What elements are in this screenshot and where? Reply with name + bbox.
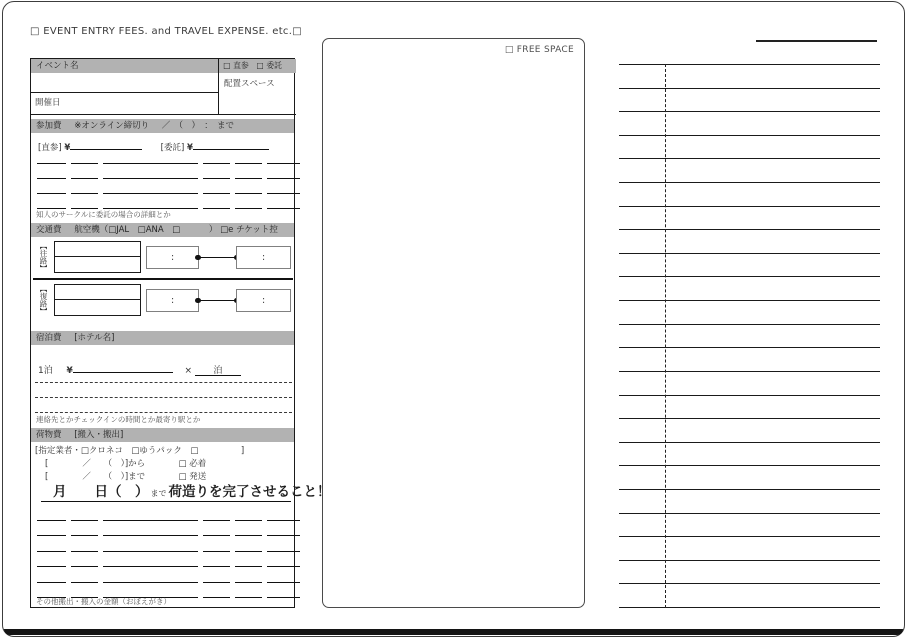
return-arrive-time-field[interactable] xyxy=(236,289,291,312)
blank-segment xyxy=(71,581,98,583)
blank-segment xyxy=(267,162,300,164)
placement-space-label: 配置スペース xyxy=(224,79,275,89)
hotel-memo-line[interactable] xyxy=(35,412,292,413)
right-table xyxy=(619,64,880,608)
table-row[interactable] xyxy=(619,537,880,561)
blank-segment xyxy=(71,534,98,536)
blank-segment xyxy=(203,581,230,583)
blank-segment xyxy=(267,550,300,552)
table-row[interactable] xyxy=(619,112,880,136)
transport-title: 交通費 xyxy=(36,225,62,235)
blank-segment xyxy=(37,534,66,536)
blank-segment xyxy=(103,519,198,521)
right-table-dashed-divider xyxy=(665,64,666,608)
blank-segment xyxy=(37,192,66,194)
table-row[interactable] xyxy=(619,490,880,514)
luggage-header xyxy=(31,428,294,442)
blank-segment xyxy=(37,519,66,521)
blank-segment xyxy=(71,519,98,521)
consign-label: [委託] xyxy=(160,143,185,153)
free-space-label[interactable]: □ FREE SPACE xyxy=(504,45,574,55)
blank-segment xyxy=(103,565,198,567)
table-row[interactable] xyxy=(619,230,880,254)
blank-segment xyxy=(203,550,230,552)
event-box-bottom xyxy=(31,114,296,115)
expense-form-panel xyxy=(30,58,331,608)
blank-segment xyxy=(267,192,300,194)
event-name-label: イベント名 xyxy=(36,61,79,71)
luggage-from-line[interactable] xyxy=(45,457,206,469)
blank-segment xyxy=(103,581,198,583)
table-row[interactable] xyxy=(619,301,880,325)
table-row[interactable] xyxy=(619,372,880,396)
blank-segment xyxy=(71,565,98,567)
ship-checkbox[interactable]: □ 発送 xyxy=(178,472,207,482)
event-box-divider xyxy=(31,92,218,93)
event-name-header xyxy=(31,59,218,73)
table-row[interactable] xyxy=(619,396,880,420)
to-date-slots[interactable]: [ ／ （ ）]まで xyxy=(45,472,146,482)
fees-online-note: ※オンライン締切り xyxy=(74,121,150,131)
blank-segment xyxy=(37,565,66,567)
time-colon: : xyxy=(170,295,175,306)
blank-segment xyxy=(203,519,230,521)
outbound-flight-row1[interactable] xyxy=(55,242,140,257)
fees-blank-rows xyxy=(37,149,300,209)
hotel-memo-line[interactable] xyxy=(35,382,292,383)
fees-title: 参加費 xyxy=(36,121,62,131)
blank-line-row[interactable] xyxy=(37,552,300,568)
blank-segment xyxy=(235,177,262,179)
blank-segment xyxy=(235,519,262,521)
outbound-flight-field[interactable] xyxy=(54,241,141,273)
page-title: □ EVENT ENTRY FEES. and TRAVEL EXPENSE. etc.□ xyxy=(30,26,302,37)
luggage-inout-label: [搬入・搬出] xyxy=(74,430,124,440)
blank-segment xyxy=(267,519,300,521)
eticket-checkbox[interactable]: □e チケット控 xyxy=(220,225,278,235)
carrier-checkboxes[interactable]: [指定業者・□クロネコ □ゆうパック □ ] xyxy=(35,446,245,456)
table-row[interactable] xyxy=(619,561,880,585)
table-row[interactable] xyxy=(619,514,880,538)
table-row[interactable] xyxy=(619,159,880,183)
blank-segment xyxy=(235,207,262,209)
blank-line-row[interactable] xyxy=(37,179,300,194)
deadline-month: 月 xyxy=(53,484,67,500)
blank-segment xyxy=(37,177,66,179)
yen-sign: ¥ xyxy=(187,143,193,153)
blank-segment xyxy=(103,192,198,194)
table-row[interactable] xyxy=(619,466,880,490)
blank-segment xyxy=(103,177,198,179)
outbound-time-connector xyxy=(198,257,237,259)
top-right-writing-line[interactable] xyxy=(756,40,877,42)
table-row[interactable] xyxy=(619,254,880,278)
return-flight-row1[interactable] xyxy=(55,285,140,300)
page-bottom-bar xyxy=(4,629,903,635)
table-row[interactable] xyxy=(619,443,880,467)
fees-deadline-slots[interactable]: ／ （ ） ： まで xyxy=(161,121,235,131)
blank-segment xyxy=(71,192,98,194)
outbound-flight-row2[interactable] xyxy=(55,257,140,272)
blank-segment xyxy=(267,534,300,536)
nights-field[interactable] xyxy=(195,363,241,376)
blank-segment xyxy=(103,534,198,536)
nights-suffix: 泊 xyxy=(213,366,223,376)
blank-segment xyxy=(267,177,300,179)
table-row[interactable] xyxy=(619,207,880,231)
table-row[interactable] xyxy=(619,584,880,608)
table-row[interactable] xyxy=(619,277,880,301)
blank-line-row[interactable] xyxy=(37,567,300,583)
blank-segment xyxy=(267,596,300,598)
connector-dot xyxy=(195,255,201,261)
outbound-arrive-time-field[interactable] xyxy=(236,246,291,269)
table-row[interactable] xyxy=(619,348,880,372)
luggage-title: 荷物費 xyxy=(36,430,62,440)
blank-segment xyxy=(37,550,66,552)
fees-hint: 知人のサークルに委託の場合の詳細とか xyxy=(36,210,171,219)
table-row[interactable] xyxy=(619,325,880,349)
direct-label: [直参] xyxy=(38,143,62,153)
attend-options-header[interactable] xyxy=(219,59,296,73)
luggage-hint: その他搬出・搬入の金額（おぼえがき） xyxy=(36,597,171,606)
yen-sign: ¥ xyxy=(64,143,71,153)
fees-header xyxy=(31,119,294,133)
blank-segment xyxy=(203,207,230,209)
blank-segment xyxy=(267,581,300,583)
blank-segment xyxy=(203,565,230,567)
blank-segment xyxy=(71,550,98,552)
time-colon: : xyxy=(170,252,175,263)
deadline-text: 荷造りを完了させること！ xyxy=(168,484,331,500)
table-row[interactable] xyxy=(619,65,880,89)
time-colon: : xyxy=(261,295,266,306)
blank-line-row[interactable] xyxy=(37,521,300,537)
transport-row-separator xyxy=(33,278,293,280)
hotel-price-line[interactable] xyxy=(38,361,241,376)
table-row[interactable] xyxy=(619,183,880,207)
connector-dot xyxy=(195,298,201,304)
yen-sign: ¥ xyxy=(66,366,73,376)
blank-segment xyxy=(203,162,230,164)
outbound-depart-time-field[interactable] xyxy=(146,246,199,269)
blank-segment xyxy=(71,162,98,164)
airline-paren-close: ） xyxy=(208,225,218,235)
blank-segment xyxy=(37,162,66,164)
blank-line-row[interactable] xyxy=(37,505,300,521)
blank-line-row[interactable] xyxy=(37,194,300,209)
return-flight-field[interactable] xyxy=(54,284,141,316)
table-row[interactable] xyxy=(619,136,880,160)
blank-segment xyxy=(71,177,98,179)
return-label: 【復路】 xyxy=(39,285,48,315)
packing-deadline-line[interactable] xyxy=(41,480,331,502)
blank-segment xyxy=(235,581,262,583)
hotel-memo-line[interactable] xyxy=(35,397,292,398)
transport-header xyxy=(31,223,294,237)
blank-segment xyxy=(235,162,262,164)
blank-segment xyxy=(235,534,262,536)
blank-segment xyxy=(203,177,230,179)
hotel-price-field[interactable] xyxy=(73,361,173,373)
return-time-connector xyxy=(198,300,237,302)
per-night-label: 1泊 xyxy=(38,366,53,376)
blank-segment xyxy=(203,596,230,598)
blank-segment xyxy=(203,534,230,536)
blank-segment xyxy=(103,162,198,164)
blank-segment xyxy=(235,565,262,567)
hotel-hint: 連絡先とかチェックインの時間とか最寄り駅とか xyxy=(36,415,201,424)
return-flight-row2[interactable] xyxy=(55,300,140,315)
multiply-sign: × xyxy=(184,366,193,376)
blank-segment xyxy=(235,192,262,194)
from-date-slots[interactable]: [ ／ （ ）]から xyxy=(45,459,146,469)
must-arrive-checkbox[interactable]: □ 必着 xyxy=(178,459,207,469)
event-date-label: 開催日 xyxy=(35,98,61,108)
blank-line-row[interactable] xyxy=(37,149,300,164)
hotel-title: 宿泊費 xyxy=(36,333,62,343)
blank-line-row[interactable] xyxy=(37,536,300,552)
blank-segment xyxy=(235,550,262,552)
blank-segment xyxy=(235,596,262,598)
deadline-day: 日（ ） xyxy=(94,484,149,500)
blank-segment xyxy=(203,192,230,194)
table-row[interactable] xyxy=(619,89,880,113)
time-colon: : xyxy=(261,252,266,263)
blank-segment xyxy=(267,207,300,209)
hotel-name-label[interactable]: [ホテル名] xyxy=(74,333,115,343)
hotel-header xyxy=(31,331,294,345)
luggage-blank-rows xyxy=(37,505,300,598)
attend-options-checkboxes[interactable]: □ 直参 □ 委託 xyxy=(223,61,282,70)
blank-segment xyxy=(267,565,300,567)
outbound-label: 【往路】 xyxy=(39,242,48,272)
table-row[interactable] xyxy=(619,419,880,443)
free-space-panel[interactable] xyxy=(322,38,585,608)
blank-segment xyxy=(37,581,66,583)
blank-segment xyxy=(103,550,198,552)
blank-line-row[interactable] xyxy=(37,164,300,179)
return-depart-time-field[interactable] xyxy=(146,289,199,312)
airline-checkboxes[interactable]: 航空機（□JAL □ANA □ xyxy=(74,225,181,235)
deadline-made: まで xyxy=(150,489,167,498)
